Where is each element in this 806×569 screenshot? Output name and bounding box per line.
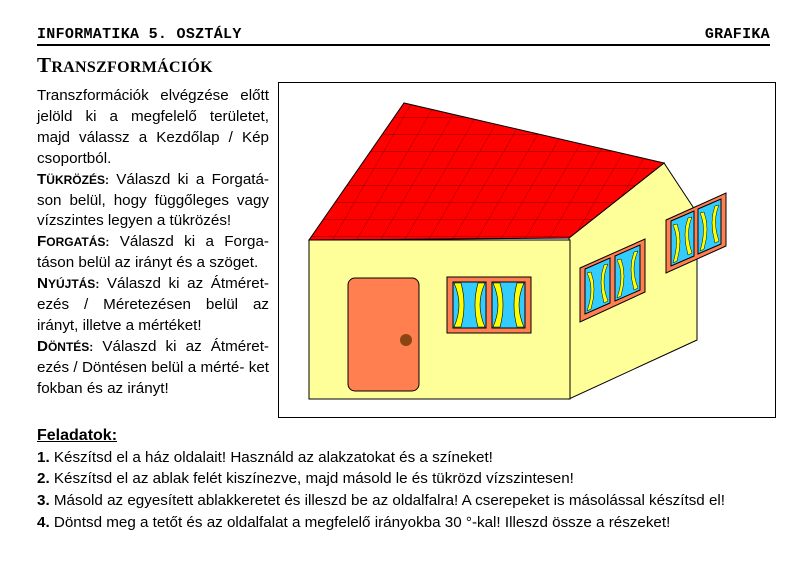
task-item: 4. Döntsd meg a tetőt és az oldalfalat a megfelelő irányokba 30 °-kal! Illeszd össze a részeket! [37,513,671,531]
task-item: 2. Készítsd el az ablak felét kiszínezve, majd másold le és tükrözd vízszintesen! [37,470,574,488]
intro-paragraph: Transzformációk elvégzése előtt jelöld ki a megfelelő területet, majd válassz a Kezdőlap / Kép csoportból. [37,87,269,167]
section-stretch: NYÚJTÁS: Válaszd ki az Átméret-ezés / Méretezésen belül az irányt, illetve a mértéket! [37,275,269,334]
section-rotate: FORGATÁS: Válaszd ki a Forga-táson belül az irányt és a szöget. [37,233,269,272]
page-title: TRANSZFORMÁCIÓK [37,53,213,77]
tasks-section [37,425,777,534]
tasks-title: Feladatok: [37,427,118,444]
task-item: 3. Másold az egyesített ablakkeretet és illeszd be az oldalfalra! A cserepeket is másolással készítsd el! [37,492,726,510]
section-mirror: TÜKRÖZÉS: Válaszd ki a Forgatá-son belül, hogy függőleges vagy vízszintes legyen a tükrözés! [37,170,269,230]
section-skew: DÖNTÉS: Válaszd ki az Átméret-ezés / Döntésen belül a mérté- ket fokban és az irányt! [37,337,269,397]
instructions [37,86,269,400]
house-illustration [278,82,776,418]
header-divider [37,44,770,46]
task-item: 1. Készítsd el a ház oldalait! Használd az alakzatokat és a színeket! [37,448,493,466]
header-topic: GRAFIKA [704,26,770,43]
door-knob [400,334,412,346]
front-window [447,277,531,333]
header-subject: INFORMATIKA 5. OSZTÁLY [37,26,242,43]
